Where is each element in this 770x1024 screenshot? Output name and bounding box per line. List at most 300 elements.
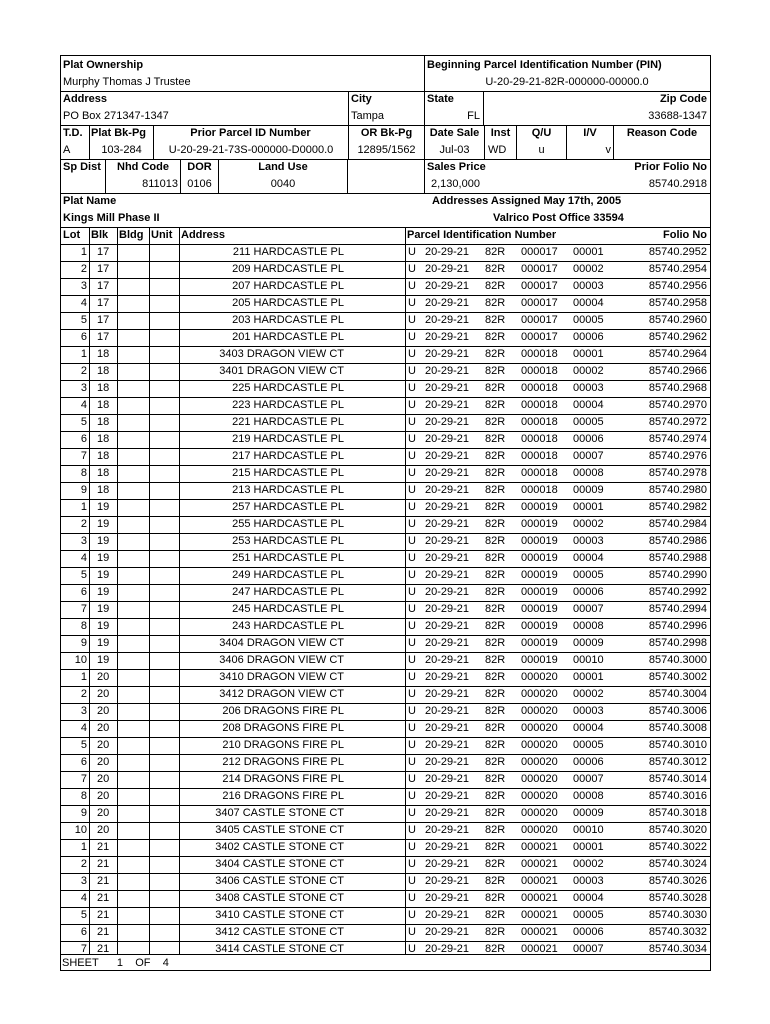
cell-address: 205 HARDCASTLE PL (232, 297, 344, 309)
cell-lotno: 00006 (573, 331, 604, 343)
cell-lot: 1 (80, 841, 87, 853)
cell-sec: 20-29-21 (425, 688, 470, 700)
rule (347, 159, 348, 193)
cell-u: U (408, 875, 416, 887)
cell-blk: 17 (97, 280, 110, 292)
cell-sec: 20-29-21 (425, 909, 470, 921)
cell-lotno: 00009 (573, 484, 604, 496)
cell-u: U (408, 824, 416, 836)
cell-blk: 18 (97, 348, 110, 360)
cell-lot: 5 (80, 416, 87, 428)
cell-u: U (408, 535, 416, 547)
cell-lotno: 00005 (573, 416, 604, 428)
cell-blk: 20 (97, 790, 110, 802)
cell-lotno: 00002 (573, 263, 604, 275)
cell-folio: 85740.2966 (648, 365, 707, 377)
cell-address: 217 HARDCASTLE PL (232, 450, 344, 462)
reason-code-label: Reason Code (626, 127, 698, 139)
prior-parcel-label: Prior Parcel ID Number (190, 127, 311, 139)
cell-lotno: 00010 (573, 654, 604, 666)
cell-block: 000019 (521, 518, 558, 530)
cell-blk: 20 (97, 671, 110, 683)
cell-folio: 85740.2968 (648, 382, 707, 394)
cell-lot: 7 (80, 943, 87, 955)
cell-sec: 20-29-21 (425, 569, 470, 581)
zip-value: 33688-1347 (648, 110, 707, 122)
cell-sec: 20-29-21 (425, 382, 470, 394)
cell-folio: 85740.2982 (648, 501, 707, 513)
cell-sec: 20-29-21 (425, 875, 470, 887)
cell-u: U (408, 756, 416, 768)
prior-parcel-value: U-20-29-21-73S-000000-D0000.0 (168, 144, 334, 156)
cell-lot: 3 (80, 535, 87, 547)
cell-block: 000017 (521, 280, 558, 292)
cell-sub: 82R (485, 722, 506, 734)
cell-u: U (408, 246, 416, 258)
lot-column-header: Lot (63, 229, 81, 241)
qu-label: Q/U (531, 127, 552, 139)
sheet-number: 1 (116, 957, 123, 969)
land-use-value: 0040 (270, 178, 296, 190)
cell-folio: 85740.3014 (648, 773, 707, 785)
cell-lot: 6 (80, 331, 87, 343)
zip-label: Zip Code (659, 93, 707, 105)
sales-price-value: 2,130,000 (431, 178, 480, 190)
cell-lotno: 00008 (573, 467, 604, 479)
cell-lotno: 00003 (573, 382, 604, 394)
cell-u: U (408, 399, 416, 411)
cell-u: U (408, 739, 416, 751)
cell-block: 000020 (521, 722, 558, 734)
cell-block: 000019 (521, 552, 558, 564)
cell-sec: 20-29-21 (425, 399, 470, 411)
cell-lotno: 00008 (573, 790, 604, 802)
cell-sub: 82R (485, 365, 506, 377)
cell-u: U (408, 501, 416, 513)
rule (483, 91, 484, 125)
cell-sec: 20-29-21 (425, 943, 470, 955)
cell-blk: 21 (97, 858, 110, 870)
cell-u: U (408, 433, 416, 445)
cell-sec: 20-29-21 (425, 263, 470, 275)
cell-blk: 19 (97, 586, 110, 598)
cell-lot: 6 (80, 756, 87, 768)
cell-folio: 85740.3012 (648, 756, 707, 768)
cell-u: U (408, 909, 416, 921)
cell-sub: 82R (485, 892, 506, 904)
cell-address: 219 HARDCASTLE PL (232, 433, 344, 445)
cell-lotno: 00004 (573, 399, 604, 411)
cell-folio: 85740.3026 (648, 875, 707, 887)
cell-sub: 82R (485, 926, 506, 938)
cell-sub: 82R (485, 433, 506, 445)
cell-lot: 7 (80, 773, 87, 785)
cell-folio: 85740.2978 (648, 467, 707, 479)
cell-sub: 82R (485, 637, 506, 649)
cell-sub: 82R (485, 841, 506, 853)
cell-u: U (408, 705, 416, 717)
pin-label: Beginning Parcel Identification Number (PIN) (427, 59, 662, 71)
rule (405, 227, 406, 954)
cell-address: 3404 CASTLE STONE CT (215, 858, 344, 870)
cell-lot: 5 (80, 909, 87, 921)
cell-lot: 2 (80, 263, 87, 275)
cell-lotno: 00001 (573, 501, 604, 513)
cell-sec: 20-29-21 (425, 790, 470, 802)
cell-folio: 85740.3024 (648, 858, 707, 870)
cell-sub: 82R (485, 756, 506, 768)
cell-address: 3412 DRAGON VIEW CT (219, 688, 344, 700)
cell-folio: 85740.3018 (648, 807, 707, 819)
cell-lotno: 00007 (573, 450, 604, 462)
cell-lot: 7 (80, 450, 87, 462)
cell-address: 203 HARDCASTLE PL (232, 314, 344, 326)
cell-u: U (408, 348, 416, 360)
cell-block: 000020 (521, 773, 558, 785)
cell-sub: 82R (485, 739, 506, 751)
cell-block: 000020 (521, 824, 558, 836)
cell-sec: 20-29-21 (425, 348, 470, 360)
cell-sub: 82R (485, 280, 506, 292)
cell-lotno: 00004 (573, 297, 604, 309)
cell-blk: 17 (97, 331, 110, 343)
cell-address: 3410 CASTLE STONE CT (215, 909, 344, 921)
sales-price-label: Sales Price (427, 161, 486, 173)
cell-sec: 20-29-21 (425, 637, 470, 649)
qu-value: u (538, 144, 545, 156)
cell-lot: 8 (80, 467, 87, 479)
cell-lotno: 00003 (573, 875, 604, 887)
cell-blk: 18 (97, 433, 110, 445)
date-sale-value: Jul-03 (439, 144, 470, 156)
cell-sub: 82R (485, 501, 506, 513)
cell-block: 000020 (521, 705, 558, 717)
td-value: A (63, 144, 71, 156)
cell-blk: 20 (97, 739, 110, 751)
cell-folio: 85740.3028 (648, 892, 707, 904)
cell-u: U (408, 314, 416, 326)
cell-sec: 20-29-21 (425, 671, 470, 683)
blk-column-header: Blk (91, 229, 109, 241)
cell-blk: 19 (97, 569, 110, 581)
cell-sec: 20-29-21 (425, 620, 470, 632)
cell-address: 208 DRAGONS FIRE PL (222, 722, 344, 734)
cell-sec: 20-29-21 (425, 858, 470, 870)
cell-address: 255 HARDCASTLE PL (232, 518, 344, 530)
cell-blk: 18 (97, 399, 110, 411)
cell-folio: 85740.2990 (648, 569, 707, 581)
cell-sub: 82R (485, 450, 506, 462)
cell-sec: 20-29-21 (425, 926, 470, 938)
cell-u: U (408, 280, 416, 292)
cell-sub: 82R (485, 654, 506, 666)
cell-block: 000019 (521, 637, 558, 649)
cell-lotno: 00004 (573, 892, 604, 904)
cell-sub: 82R (485, 858, 506, 870)
cell-u: U (408, 773, 416, 785)
cell-folio: 85740.3020 (648, 824, 707, 836)
sheet-total: 4 (162, 957, 169, 969)
cell-block: 000021 (521, 858, 558, 870)
cell-block: 000021 (521, 909, 558, 921)
cell-lot: 2 (80, 858, 87, 870)
cell-lotno: 00006 (573, 756, 604, 768)
cell-lot: 3 (80, 705, 87, 717)
cell-sub: 82R (485, 705, 506, 717)
cell-sub: 82R (485, 263, 506, 275)
cell-u: U (408, 892, 416, 904)
cell-blk: 18 (97, 382, 110, 394)
cell-sec: 20-29-21 (425, 841, 470, 853)
cell-sub: 82R (485, 348, 506, 360)
cell-u: U (408, 263, 416, 275)
cell-block: 000018 (521, 365, 558, 377)
cell-u: U (408, 484, 416, 496)
td-label: T.D. (63, 127, 83, 139)
cell-block: 000019 (521, 569, 558, 581)
cell-sec: 20-29-21 (425, 705, 470, 717)
state-label: State (427, 93, 454, 105)
cell-sec: 20-29-21 (425, 246, 470, 258)
cell-folio: 85740.3010 (648, 739, 707, 751)
cell-lot: 1 (80, 348, 87, 360)
cell-folio: 85740.3016 (648, 790, 707, 802)
cell-u: U (408, 688, 416, 700)
cell-address: 216 DRAGONS FIRE PL (222, 790, 344, 802)
cell-block: 000018 (521, 450, 558, 462)
cell-sub: 82R (485, 909, 506, 921)
cell-address: 245 HARDCASTLE PL (232, 603, 344, 615)
cell-block: 000021 (521, 841, 558, 853)
cell-blk: 20 (97, 722, 110, 734)
cell-blk: 19 (97, 535, 110, 547)
cell-block: 000018 (521, 399, 558, 411)
spdist-label: Sp Dist (63, 161, 101, 173)
cell-address: 3414 CASTLE STONE CT (215, 943, 344, 955)
cell-block: 000017 (521, 246, 558, 258)
cell-lotno: 00005 (573, 739, 604, 751)
cell-address: 247 HARDCASTLE PL (232, 586, 344, 598)
cell-address: 212 DRAGONS FIRE PL (222, 756, 344, 768)
cell-lot: 4 (80, 297, 87, 309)
cell-sub: 82R (485, 552, 506, 564)
cell-lotno: 00001 (573, 348, 604, 360)
cell-block: 000021 (521, 875, 558, 887)
cell-folio: 85740.2972 (648, 416, 707, 428)
cell-sec: 20-29-21 (425, 314, 470, 326)
cell-block: 000020 (521, 756, 558, 768)
cell-blk: 19 (97, 552, 110, 564)
cell-block: 000020 (521, 671, 558, 683)
cell-lot: 9 (80, 484, 87, 496)
orbk-value: 12895/1562 (357, 144, 416, 156)
cell-blk: 17 (97, 297, 110, 309)
cell-u: U (408, 637, 416, 649)
cell-address: 223 HARDCASTLE PL (232, 399, 344, 411)
plat-ownership-label: Plat Ownership (63, 59, 144, 71)
orbk-label: OR Bk-Pg (360, 127, 413, 139)
cell-sub: 82R (485, 382, 506, 394)
cell-address: 209 HARDCASTLE PL (232, 263, 344, 275)
cell-blk: 18 (97, 467, 110, 479)
cell-blk: 21 (97, 926, 110, 938)
cell-lot: 8 (80, 620, 87, 632)
cell-lot: 2 (80, 518, 87, 530)
cell-address: 3408 CASTLE STONE CT (215, 892, 344, 904)
cell-u: U (408, 671, 416, 683)
cell-sec: 20-29-21 (425, 450, 470, 462)
cell-blk: 21 (97, 875, 110, 887)
cell-address: 225 HARDCASTLE PL (232, 382, 344, 394)
cell-lotno: 00003 (573, 705, 604, 717)
of-label: OF (135, 957, 151, 969)
date-sale-label: Date Sale (429, 127, 480, 139)
cell-blk: 20 (97, 773, 110, 785)
cell-block: 000019 (521, 535, 558, 547)
cell-lot: 6 (80, 433, 87, 445)
inst-value: WD (488, 144, 507, 156)
plat-name-value: Kings Mill Phase II (63, 212, 160, 224)
cell-block: 000018 (521, 416, 558, 428)
cell-block: 000017 (521, 331, 558, 343)
cell-lotno: 00001 (573, 671, 604, 683)
cell-lotno: 00009 (573, 637, 604, 649)
cell-folio: 85740.2974 (648, 433, 707, 445)
owner-address: PO Box 271347-1347 (63, 110, 169, 122)
cell-address: 214 DRAGONS FIRE PL (222, 773, 344, 785)
cell-block: 000021 (521, 926, 558, 938)
cell-sec: 20-29-21 (425, 416, 470, 428)
cell-u: U (408, 586, 416, 598)
cell-block: 000017 (521, 297, 558, 309)
cell-blk: 21 (97, 943, 110, 955)
cell-block: 000019 (521, 586, 558, 598)
cell-blk: 19 (97, 637, 110, 649)
cell-sec: 20-29-21 (425, 552, 470, 564)
cell-sub: 82R (485, 314, 506, 326)
cell-folio: 85740.2956 (648, 280, 707, 292)
cell-u: U (408, 841, 416, 853)
cell-lotno: 00002 (573, 858, 604, 870)
cell-blk: 20 (97, 688, 110, 700)
cell-address: 213 HARDCASTLE PL (232, 484, 344, 496)
cell-u: U (408, 467, 416, 479)
cell-block: 000018 (521, 484, 558, 496)
cell-u: U (408, 416, 416, 428)
cell-blk: 21 (97, 892, 110, 904)
cell-u: U (408, 382, 416, 394)
cell-block: 000019 (521, 501, 558, 513)
bldg-column-header: Bldg (119, 229, 144, 241)
cell-folio: 85740.2996 (648, 620, 707, 632)
cell-folio: 85740.3006 (648, 705, 707, 717)
cell-blk: 20 (97, 824, 110, 836)
cell-folio: 85740.2962 (648, 331, 707, 343)
sheet-footer (62, 956, 169, 970)
cell-sec: 20-29-21 (425, 297, 470, 309)
cell-u: U (408, 569, 416, 581)
cell-sec: 20-29-21 (425, 365, 470, 377)
cell-sec: 20-29-21 (425, 484, 470, 496)
cell-sub: 82R (485, 297, 506, 309)
cell-lotno: 00005 (573, 569, 604, 581)
cell-u: U (408, 926, 416, 938)
cell-sub: 82R (485, 773, 506, 785)
cell-sub: 82R (485, 671, 506, 683)
cell-lot: 2 (80, 688, 87, 700)
rule (149, 227, 150, 954)
cell-sec: 20-29-21 (425, 586, 470, 598)
cell-lotno: 00002 (573, 365, 604, 377)
cell-lotno: 00002 (573, 688, 604, 700)
cell-lotno: 00006 (573, 433, 604, 445)
cell-lotno: 00007 (573, 943, 604, 955)
plat-name-label: Plat Name (63, 195, 117, 207)
cell-lotno: 00008 (573, 620, 604, 632)
cell-blk: 17 (97, 314, 110, 326)
cell-folio: 85740.3004 (648, 688, 707, 700)
cell-u: U (408, 297, 416, 309)
iv-value: v (605, 144, 611, 156)
cell-folio: 85740.2954 (648, 263, 707, 275)
cell-folio: 85740.3032 (648, 926, 707, 938)
inst-label: Inst (490, 127, 511, 139)
cell-blk: 19 (97, 620, 110, 632)
cell-address: 3407 CASTLE STONE CT (215, 807, 344, 819)
cell-folio: 85740.2958 (648, 297, 707, 309)
cell-address: 3401 DRAGON VIEW CT (219, 365, 344, 377)
cell-folio: 85740.2980 (648, 484, 707, 496)
land-use-label: Land Use (258, 161, 308, 173)
cell-sub: 82R (485, 535, 506, 547)
cell-sub: 82R (485, 603, 506, 615)
cell-blk: 17 (97, 263, 110, 275)
cell-folio: 85740.3022 (648, 841, 707, 853)
cell-u: U (408, 365, 416, 377)
cell-block: 000018 (521, 433, 558, 445)
cell-lotno: 00003 (573, 280, 604, 292)
cell-sub: 82R (485, 790, 506, 802)
sheet-label: SHEET (62, 957, 99, 969)
cell-lot: 5 (80, 314, 87, 326)
cell-folio: 85740.2976 (648, 450, 707, 462)
cell-blk: 19 (97, 603, 110, 615)
cell-lot: 4 (80, 552, 87, 564)
cell-lotno: 00002 (573, 518, 604, 530)
cell-u: U (408, 807, 416, 819)
cell-sub: 82R (485, 467, 506, 479)
cell-sub: 82R (485, 484, 506, 496)
cell-lot: 1 (80, 246, 87, 258)
cell-folio: 85740.2988 (648, 552, 707, 564)
cell-block: 000019 (521, 654, 558, 666)
cell-sec: 20-29-21 (425, 773, 470, 785)
cell-block: 000017 (521, 263, 558, 275)
unit-column-header: Unit (151, 229, 173, 241)
address-column-header: Address (181, 229, 226, 241)
cell-lot: 1 (80, 671, 87, 683)
cell-sub: 82R (485, 620, 506, 632)
cell-address: 257 HARDCASTLE PL (232, 501, 344, 513)
cell-sec: 20-29-21 (425, 535, 470, 547)
cell-address: 3412 CASTLE STONE CT (215, 926, 344, 938)
cell-lot: 5 (80, 739, 87, 751)
cell-block: 000019 (521, 620, 558, 632)
cell-blk: 18 (97, 365, 110, 377)
cell-blk: 19 (97, 501, 110, 513)
cell-lot: 1 (80, 501, 87, 513)
cell-sub: 82R (485, 569, 506, 581)
